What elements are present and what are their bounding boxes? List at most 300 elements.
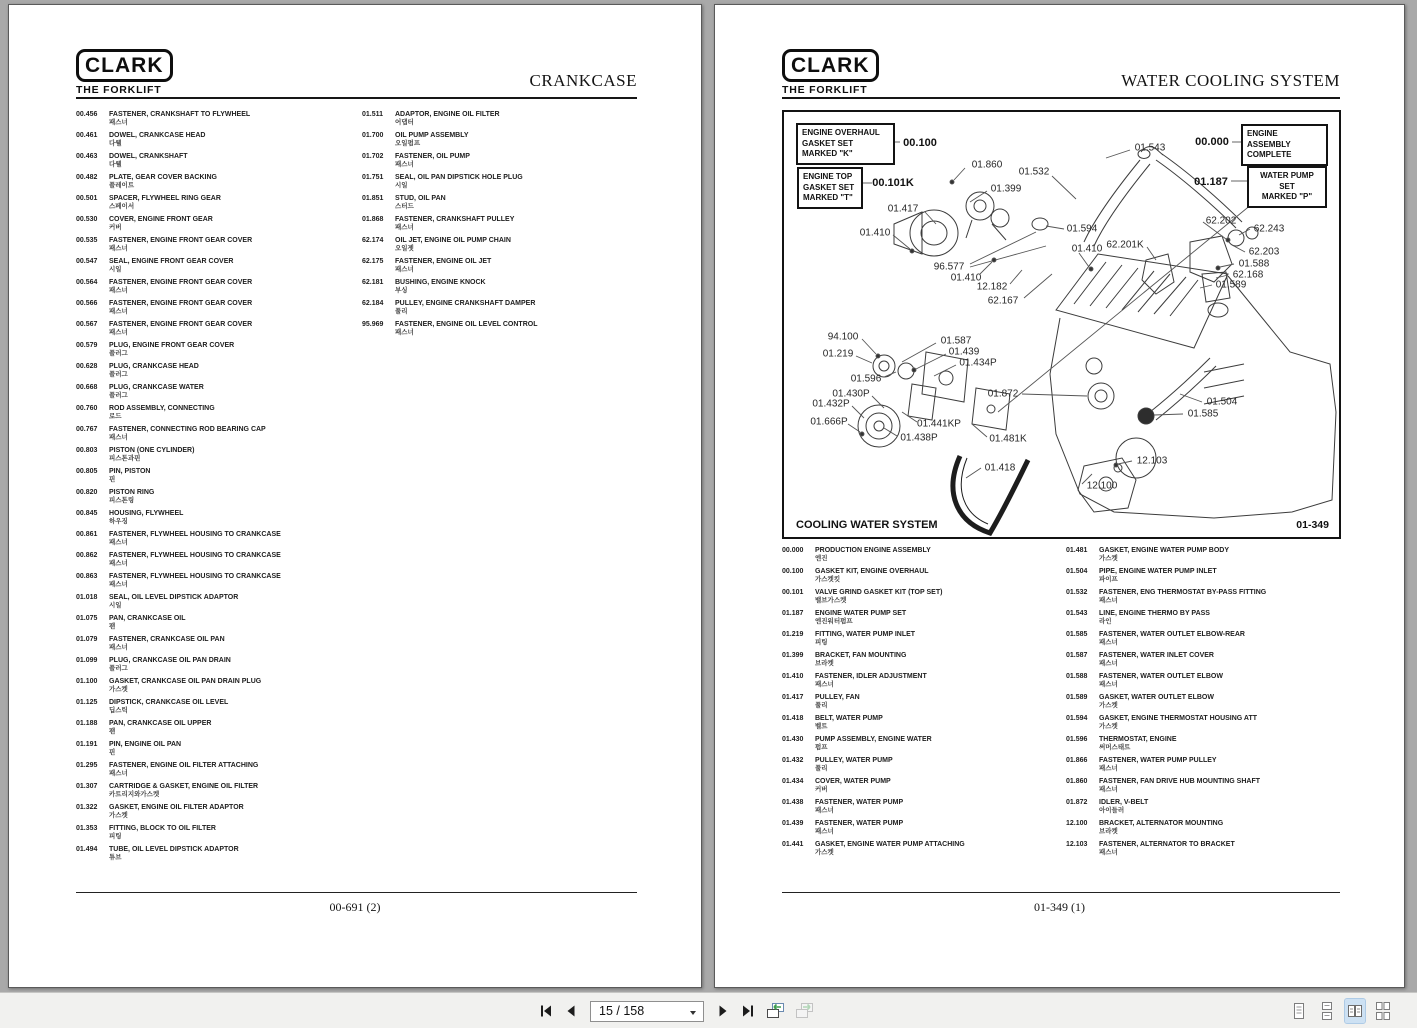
part-code: 01.322 [76,804,98,811]
ref-box-line: MARKED "P" [1261,192,1313,201]
part-description-korean: 라인 [1099,618,1112,625]
part-entry [782,778,1067,799]
single-page-icon [1291,1001,1307,1021]
part-callout: 01.410 [950,272,982,284]
part-description: PIPE, ENGINE WATER PUMP INLET [1099,568,1217,575]
part-entry [76,216,361,237]
part-description-korean: 패스너 [109,245,128,252]
part-description-korean: 패스너 [1099,660,1118,667]
part-description-korean: 팬 [109,728,116,735]
part-entry [1066,757,1351,778]
last-page-button[interactable] [738,999,758,1023]
part-description: SEAL, ENGINE FRONT GEAR COVER [109,258,234,265]
last-page-icon [740,1003,756,1019]
part-description-korean: 다웰 [109,140,122,147]
part-callout: 01.589 [1215,279,1247,291]
part-description-korean: 패스너 [109,581,128,588]
part-code: 01.588 [1066,673,1088,680]
part-description-korean: 패스너 [1099,765,1118,772]
part-description: PULLEY, ENGINE CRANKSHAFT DAMPER [395,300,536,307]
part-description: PIN, PISTON [109,468,151,475]
part-entry [1066,673,1351,694]
part-description: FASTENER, WATER PUMP PULLEY [1099,757,1217,764]
part-description: FASTENER, WATER INLET COVER [1099,652,1214,659]
ref-box-line: WATER PUMP [1260,171,1314,180]
part-description: FASTENER, WATER PUMP [815,799,904,806]
part-entry [782,547,1067,568]
part-entry [76,321,361,342]
part-description: FASTENER, WATER PUMP [815,820,904,827]
part-code: 12.103 [1066,841,1088,848]
ref-box-line: SET [1279,181,1295,191]
part-code: 01.417 [782,694,804,701]
document-page-right [714,4,1405,988]
part-description-korean: 가스켓 [1099,555,1118,562]
part-callout: 01.410 [859,227,891,239]
part-description-korean: 로드 [109,413,122,420]
part-description: HOUSING, FLYWHEEL [109,510,184,517]
parts-list-column [1066,547,1351,862]
chevron-down-icon [690,1011,696,1015]
part-description-korean: 밸브가스켓 [815,597,847,604]
part-description: GASKET KIT, ENGINE OVERHAUL [815,568,929,575]
page-number-combobox[interactable] [590,1001,704,1022]
part-code: 01.589 [1066,694,1088,701]
part-entry [76,531,361,552]
part-entry [782,841,1067,862]
part-entry [76,342,361,363]
part-description-korean: 가스켓킷 [815,576,841,583]
page-indicator: 15 / 158 [599,1004,645,1018]
part-callout: 62.167 [987,295,1019,307]
part-description-korean: 패스너 [109,308,128,315]
first-page-button[interactable] [536,999,556,1023]
part-entry [76,405,361,426]
part-description: CARTRIDGE & GASKET, ENGINE OIL FILTER [109,783,259,790]
ref-box-line: COMPLETE [1247,150,1292,159]
part-description: OIL JET, ENGINE OIL PUMP CHAIN [395,237,511,244]
part-code: 01.702 [362,153,384,160]
part-callout: 01.399 [990,183,1022,195]
part-callout: 01.418 [984,462,1016,474]
part-code: 00.463 [76,153,98,160]
ref-box-line: GASKET SET [802,138,854,148]
diagram-caption: COOLING WATER SYSTEM [796,519,938,531]
part-description-korean: 스페이서 [109,203,135,210]
part-code: 12.100 [1066,820,1088,827]
part-code: 00.628 [76,363,98,370]
first-page-icon [538,1003,554,1019]
part-description: TUBE, OIL LEVEL DIPSTICK ADAPTOR [109,846,239,853]
part-code: 01.434 [782,778,804,785]
part-description: PLUG, ENGINE FRONT GEAR COVER [109,342,235,349]
part-description: FASTENER, ENGINE OIL LEVEL CONTROL [395,321,538,328]
part-description: GASKET, ENGINE WATER PUMP ATTACHING [815,841,965,848]
part-entry [76,132,361,153]
part-code: 00.100 [782,568,804,575]
part-description: DOWEL, CRANKSHAFT [109,153,188,160]
part-description: FITTING, WATER PUMP INLET [815,631,916,638]
part-description-korean: 패스너 [109,539,128,546]
part-description: ROD ASSEMBLY, CONNECTING [109,405,215,412]
part-callout: 01.860 [971,159,1003,171]
part-description-korean: 풀리 [815,765,828,772]
part-description-korean: 플러그 [109,665,128,672]
part-description: GASKET, ENGINE WATER PUMP BODY [1099,547,1230,554]
part-callout: 01.430P [832,388,870,400]
part-callout: 12.182 [976,281,1008,293]
part-callout: 01.666P [810,416,848,428]
part-description: FASTENER, FLYWHEEL HOUSING TO CRANKCASE [109,531,281,538]
footer-rule [76,892,637,893]
parts-list-column [782,547,1067,862]
part-callout: 01.410 [1071,243,1103,255]
part-entry [362,279,647,300]
part-description-korean: 플레이트 [109,182,135,189]
part-description-korean: 브라켓 [815,660,834,667]
part-description: PRODUCTION ENGINE ASSEMBLY [815,547,931,554]
part-description: FASTENER, FLYWHEEL HOUSING TO CRANKCASE [109,573,281,580]
part-code: 01.860 [1066,778,1088,785]
part-description: STUD, OIL PAN [395,195,446,202]
part-description-korean: 패스너 [395,329,414,336]
part-description: SEAL, OIL PAN DIPSTICK HOLE PLUG [395,174,523,181]
part-callout: 01.441KP [917,418,961,430]
part-description: FASTENER, ENGINE FRONT GEAR COVER [109,321,253,328]
part-callout: 01.219 [822,348,854,360]
part-description: FASTENER, CRANKSHAFT TO FLYWHEEL [109,111,251,118]
part-code: 00.567 [76,321,98,328]
part-callout: 62.243 [1253,223,1285,235]
part-code: 01.532 [1066,589,1088,596]
part-callout: 01.543 [1134,142,1166,154]
part-callout: 01.594 [1066,223,1098,235]
part-code: 00.767 [76,426,98,433]
part-description: FASTENER, ENG THERMOSTAT BY-PASS FITTING [1099,589,1267,596]
header-rule [76,97,637,99]
part-description: PLUG, CRANKCASE OIL PAN DRAIN [109,657,231,664]
part-entry [76,636,361,657]
part-description: FASTENER, ENGINE FRONT GEAR COVER [109,300,253,307]
part-description-korean: 벨트 [815,723,828,730]
part-description: FASTENER, FAN DRIVE HUB MOUNTING SHAFT [1099,778,1261,785]
part-description: ENGINE WATER PUMP SET [815,610,907,617]
part-code: 01.018 [76,594,98,601]
part-description: FASTENER, ALTERNATOR TO BRACKET [1099,841,1235,848]
part-code: 01.099 [76,657,98,664]
ref-box-line: ENGINE TOP [803,172,853,181]
part-entry [782,673,1067,694]
part-code: 00.566 [76,300,98,307]
part-entry [76,762,361,783]
part-entry [1066,799,1351,820]
part-description-korean: 피팅 [109,833,122,840]
part-code: 01.295 [76,762,98,769]
part-description-korean: 핀 [109,749,116,756]
part-entry [76,783,361,804]
part-entry [76,384,361,405]
part-callout: 01.872 [987,388,1019,400]
part-description: COVER, WATER PUMP [815,778,891,785]
part-code: 01.307 [76,783,98,790]
parts-list-column [362,111,647,342]
previous-view-button[interactable] [763,999,787,1023]
next-page-icon [715,1003,731,1019]
part-entry [782,715,1067,736]
part-code: 01.751 [362,174,384,181]
part-entry [76,594,361,615]
page-title: WATER COOLING SYSTEM [1121,71,1340,90]
part-callout: 62.201K [1106,239,1144,251]
part-description-korean: 엔진워터펌프 [815,618,853,625]
clark-logo [76,49,173,96]
part-entry [362,174,647,195]
part-description: BELT, WATER PUMP [815,715,883,722]
part-description-korean: 플러그 [109,392,128,399]
parts-list-column [76,111,361,867]
part-callout: 12.103 [1136,455,1168,467]
part-code: 00.530 [76,216,98,223]
part-description-korean: 다웰 [109,161,122,168]
part-description-korean: 팬 [109,623,116,630]
part-entry [76,195,361,216]
part-code: 01.438 [782,799,804,806]
part-code: 01.481 [1066,547,1088,554]
part-code: 01.191 [76,741,98,748]
part-callout: 01.596 [850,373,882,385]
part-description-korean: 엔진 [815,555,828,562]
ref-box-line: GASKET SET [803,182,855,192]
part-description: FASTENER, ENGINE FRONT GEAR COVER [109,279,253,286]
part-entry [362,237,647,258]
part-code: 01.187 [782,610,804,617]
part-code: 00.456 [76,111,98,118]
part-description: PLUG, CRANKCASE WATER [109,384,204,391]
viewer-toolbar [0,992,1417,1028]
part-code: 01.543 [1066,610,1088,617]
document-page-left [8,4,702,988]
part-entry [782,736,1067,757]
part-description: LINE, ENGINE THERMO BY PASS [1099,610,1210,617]
part-entry [76,825,361,846]
part-description: BRACKET, ALTERNATOR MOUNTING [1099,820,1224,827]
part-callout: 01.417 [887,203,919,215]
part-description: PISTON (ONE CYLINDER) [109,447,195,454]
part-entry [76,741,361,762]
part-code: 01.439 [782,820,804,827]
part-description: ADAPTOR, ENGINE OIL FILTER [395,111,500,118]
part-callout: 12.100 [1086,480,1118,492]
part-description-korean: 패스너 [1099,597,1118,604]
part-code: 01.494 [76,846,98,853]
part-description-korean: 펌프 [815,744,828,751]
part-code: 62.174 [362,237,384,244]
page-number: 01-349 (1) [1034,900,1085,914]
part-description-korean: 풀리 [395,308,408,315]
part-description: IDLER, V-BELT [1099,799,1149,806]
part-description-korean: 하우징 [109,518,128,525]
part-code: 01.596 [1066,736,1088,743]
part-code: 01.872 [1066,799,1088,806]
next-view-button[interactable] [792,999,816,1023]
part-code: 00.760 [76,405,98,412]
layout-two-page-continuous-button[interactable] [1373,999,1393,1023]
part-description: PLUG, CRANKCASE HEAD [109,363,199,370]
part-description-korean: 패스너 [109,770,128,777]
page-layout-controls [1289,993,1393,1028]
part-description: PIN, ENGINE OIL PAN [109,741,182,748]
part-code: 01.100 [76,678,98,685]
part-code: 00.863 [76,573,98,580]
ref-box-code: 01.187 [1194,176,1228,188]
part-description-korean: 스터드 [395,203,414,210]
part-description-korean: 패스너 [1099,681,1118,688]
part-code: 00.579 [76,342,98,349]
layout-two-page-button[interactable] [1345,999,1365,1023]
part-code: 01.125 [76,699,98,706]
part-code: 00.668 [76,384,98,391]
part-description-korean: 패스너 [395,161,414,168]
clark-logo-box: CLARK [782,49,879,82]
page-navigation [536,993,816,1028]
part-description-korean: 패스너 [395,266,414,273]
ref-box-line: ENGINE ASSEMBLY [1247,129,1291,149]
part-description: FASTENER, CONNECTING ROD BEARING CAP [109,426,266,433]
layout-continuous-button[interactable] [1317,999,1337,1023]
diagram-page-ref: 01-349 [1296,519,1329,531]
next-page-button[interactable] [713,999,733,1023]
part-description-korean: 패스너 [109,560,128,567]
part-description: FASTENER, OIL PUMP [395,153,470,160]
part-description-korean: 브라켓 [1099,828,1118,835]
part-code: 01.700 [362,132,384,139]
part-entry [76,237,361,258]
part-entry [76,363,361,384]
part-code: 01.851 [362,195,384,202]
part-code: 62.181 [362,279,384,286]
part-entry [76,573,361,594]
part-entry [76,657,361,678]
clark-logo-box: CLARK [76,49,173,82]
part-description: SPACER, FLYWHEEL RING GEAR [109,195,221,202]
part-code: 00.535 [76,237,98,244]
part-entry [76,300,361,321]
part-description-korean: 패스너 [109,434,128,441]
part-code: 00.000 [782,547,804,554]
part-entry [362,216,647,237]
part-description: FASTENER, CRANKSHAFT PULLEY [395,216,515,223]
part-callout: 01.504 [1206,396,1238,408]
ref-box-code: 00.100 [903,137,937,149]
part-description: FASTENER, WATER OUTLET ELBOW-REAR [1099,631,1245,638]
part-callout: 62.203 [1248,246,1280,258]
part-description-korean: 패스너 [109,644,128,651]
part-entry [76,447,361,468]
part-entry [362,111,647,132]
next-view-icon [793,1001,815,1021]
part-callout: 01.434P [959,357,997,369]
part-code: 62.184 [362,300,384,307]
part-description-korean: 패스너 [1099,849,1118,856]
part-entry [362,195,647,216]
part-entry [782,589,1067,610]
part-description: BUSHING, ENGINE KNOCK [395,279,486,286]
part-entry [76,846,361,867]
part-entry [362,321,647,342]
previous-page-button[interactable] [561,999,581,1023]
continuous-page-icon [1319,1001,1335,1021]
part-code: 01.430 [782,736,804,743]
part-entry [76,111,361,132]
ref-box-line: ENGINE OVERHAUL [802,128,880,137]
part-entry [782,610,1067,631]
part-entry [362,132,647,153]
previous-view-icon [764,1001,786,1021]
part-description: DIPSTICK, CRANKCASE OIL LEVEL [109,699,229,706]
part-description: PUMP ASSEMBLY, ENGINE WATER [815,736,932,743]
part-code: 01.418 [782,715,804,722]
part-callout: 01.432P [812,398,850,410]
part-code: 01.504 [1066,568,1088,575]
part-code: 00.547 [76,258,98,265]
part-entry [1066,631,1351,652]
part-description-korean: 파이프 [1099,576,1118,583]
part-entry [76,699,361,720]
part-description: PLATE, GEAR COVER BACKING [109,174,217,181]
part-code: 00.101 [782,589,804,596]
part-description-korean: 가스켓 [1099,702,1118,709]
part-description: OIL PUMP ASSEMBLY [395,132,469,139]
part-description-korean: 패스너 [1099,639,1118,646]
part-entry [362,153,647,174]
part-code: 00.501 [76,195,98,202]
diagram-ref-box [797,167,863,209]
part-entry [782,757,1067,778]
part-entry [76,510,361,531]
part-description-korean: 시일 [395,182,408,189]
part-code: 00.861 [76,531,98,538]
part-description-korean: 커버 [109,224,122,231]
part-entry [76,615,361,636]
part-description-korean: 패스너 [109,287,128,294]
part-entry [1066,589,1351,610]
layout-single-page-button[interactable] [1289,999,1309,1023]
part-description: SEAL, OIL LEVEL DIPSTICK ADAPTOR [109,594,239,601]
part-description: GASKET, ENGINE OIL FILTER ADAPTOR [109,804,244,811]
part-code: 01.432 [782,757,804,764]
part-code: 01.079 [76,636,98,643]
part-description: FASTENER, IDLER ADJUSTMENT [815,673,927,680]
part-callout: 62.168 [1232,269,1264,281]
part-code: 00.862 [76,552,98,559]
part-code: 01.075 [76,615,98,622]
diagram-ref-box [796,123,895,165]
part-code: 01.399 [782,652,804,659]
part-callout: 01.439 [948,346,980,358]
part-entry [76,153,361,174]
part-description: PISTON RING [109,489,155,496]
part-code: 01.587 [1066,652,1088,659]
part-code: 01.353 [76,825,98,832]
part-description-korean: 플러그 [109,371,128,378]
part-description-korean: 핀 [109,476,116,483]
part-description: GASKET, WATER OUTLET ELBOW [1099,694,1214,701]
part-description: VALVE GRIND GASKET KIT (TOP SET) [815,589,943,596]
part-description: BRACKET, FAN MOUNTING [815,652,907,659]
part-entry [1066,715,1351,736]
clark-logo-tagline: THE FORKLIFT [76,84,162,96]
part-entry [782,820,1067,841]
